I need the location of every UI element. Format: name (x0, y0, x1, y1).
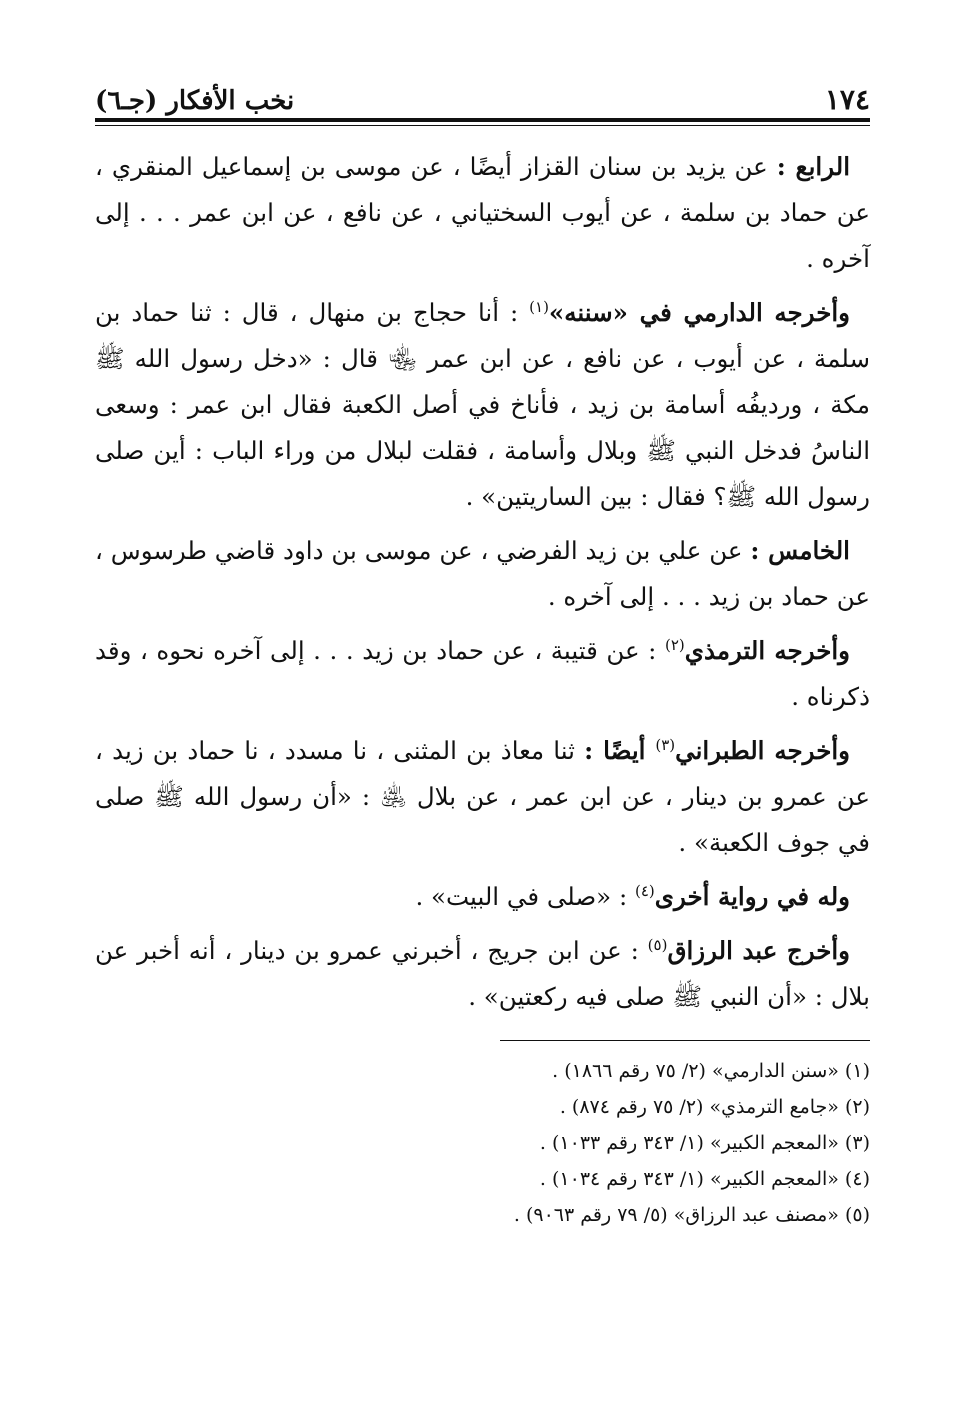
page-number: ١٧٤ (824, 83, 870, 116)
paragraph-text: : أنا حجاج بن منهال ، قال : ثنا حماد بن سلمة ، عن أيوب ، عن نافع ، عن ابن عمر ﵄ قال : «دخل رسول الله ﷺ مكة ، وردیفُه أسامة بن زيد ، فأناخ في أصل الكعبة فقال ابن عمر : وسعى الناسُ فدخل النبي ﷺ وبلال وأسامة ، فقلت لبلال من وراء الباب : أين صلى رسول الله ﷺ؟ فقال : بين الساريتين» . (95, 298, 870, 511)
footnote-marker: (٢) (665, 635, 685, 654)
header-rule-thick (95, 118, 870, 122)
footnote-separator (500, 1040, 870, 1041)
paragraph-5 (95, 728, 870, 866)
paragraph-lead: الرابع : (776, 152, 851, 181)
paragraph-1 (95, 144, 870, 282)
running-header (95, 60, 870, 116)
paragraph-2 (95, 290, 870, 520)
paragraph-lead-suffix: أيضًا : (584, 736, 656, 765)
paragraph-lead: وأخرجه الترمذي (684, 636, 850, 665)
paragraph-text: : عن قتيبة ، عن حماد بن زيد . . . إلى آخره نحوه ، وقد ذكرناه . (95, 636, 870, 711)
paragraph-text: عن يزيد بن سنان القزاز أيضًا ، عن موسى بن إسماعيل المنقري ، عن حماد بن سلمة ، عن أيوب السختياني ، عن نافع ، عن ابن عمر . . . إلى آخره . (95, 152, 870, 273)
book-title: نخب الأفكار (جـ٦) (95, 86, 295, 116)
paragraph-lead: وأخرج عبد الرزاق (667, 936, 850, 965)
footnote-marker: (٥) (647, 935, 668, 954)
paragraph-3 (95, 528, 870, 620)
paragraph-text: ثنا معاذ بن المثنى ، نا مسدد ، نا حماد بن زيد ، عن عمرو بن دينار ، عن ابن عمر ، عن بلال ﵁ : «أن رسول الله ﷺ صلى في جوف الكعبة» . (95, 736, 870, 857)
paragraph-text: عن علي بن زيد الفرضي ، عن موسى بن داود قاضي طرسوس ، عن حماد بن زيد . . . إلى آخره . (95, 536, 870, 611)
footnote-3: (٣) «المعجم الكبير» (١/ ٣٤٣ رقم ١٠٣٣) . (539, 1132, 870, 1154)
paragraph-6 (95, 874, 870, 920)
footnote-marker: (٣) (655, 735, 676, 754)
paragraph-7 (95, 928, 870, 1020)
page (95, 60, 870, 1233)
paragraph-lead: وله في رواية أخرى (654, 882, 850, 911)
main-text (95, 144, 870, 1020)
footnote-marker: (٤) (634, 881, 655, 900)
paragraph-lead: وأخرجه الدارمي في «سننه» (548, 298, 850, 327)
footnotes (95, 1053, 870, 1233)
paragraph-text: : «صلى في البيت» . (415, 882, 635, 911)
paragraph-lead: الخامس : (750, 536, 850, 565)
footnote-marker: (١) (529, 297, 549, 316)
paragraph-lead: وأخرجه الطبراني (675, 736, 850, 765)
paragraph-4 (95, 628, 870, 720)
header-rule-thin (95, 125, 870, 126)
footnote-1: (١) «سنن الدارمي» (٢/ ٧٥ رقم ١٨٦٦) . (552, 1060, 870, 1082)
paragraph-text: : عن ابن جريج ، أخبرني عمرو بن دينار ، أنه أخبر عن بلال : «أن النبي ﷺ صلى فيه ركعتين» . (95, 936, 870, 1011)
footnote-2: (٢) «جامع الترمذي» (٢/ ٧٥ رقم ٨٧٤) . (559, 1096, 870, 1118)
footnote-4: (٤) «المعجم الكبير» (١/ ٣٤٣ رقم ١٠٣٤) . (539, 1168, 870, 1190)
footnote-5: (٥) «مصنف عبد الرزاق» (٥/ ٧٩ رقم ٩٠٦٣) . (513, 1204, 870, 1226)
